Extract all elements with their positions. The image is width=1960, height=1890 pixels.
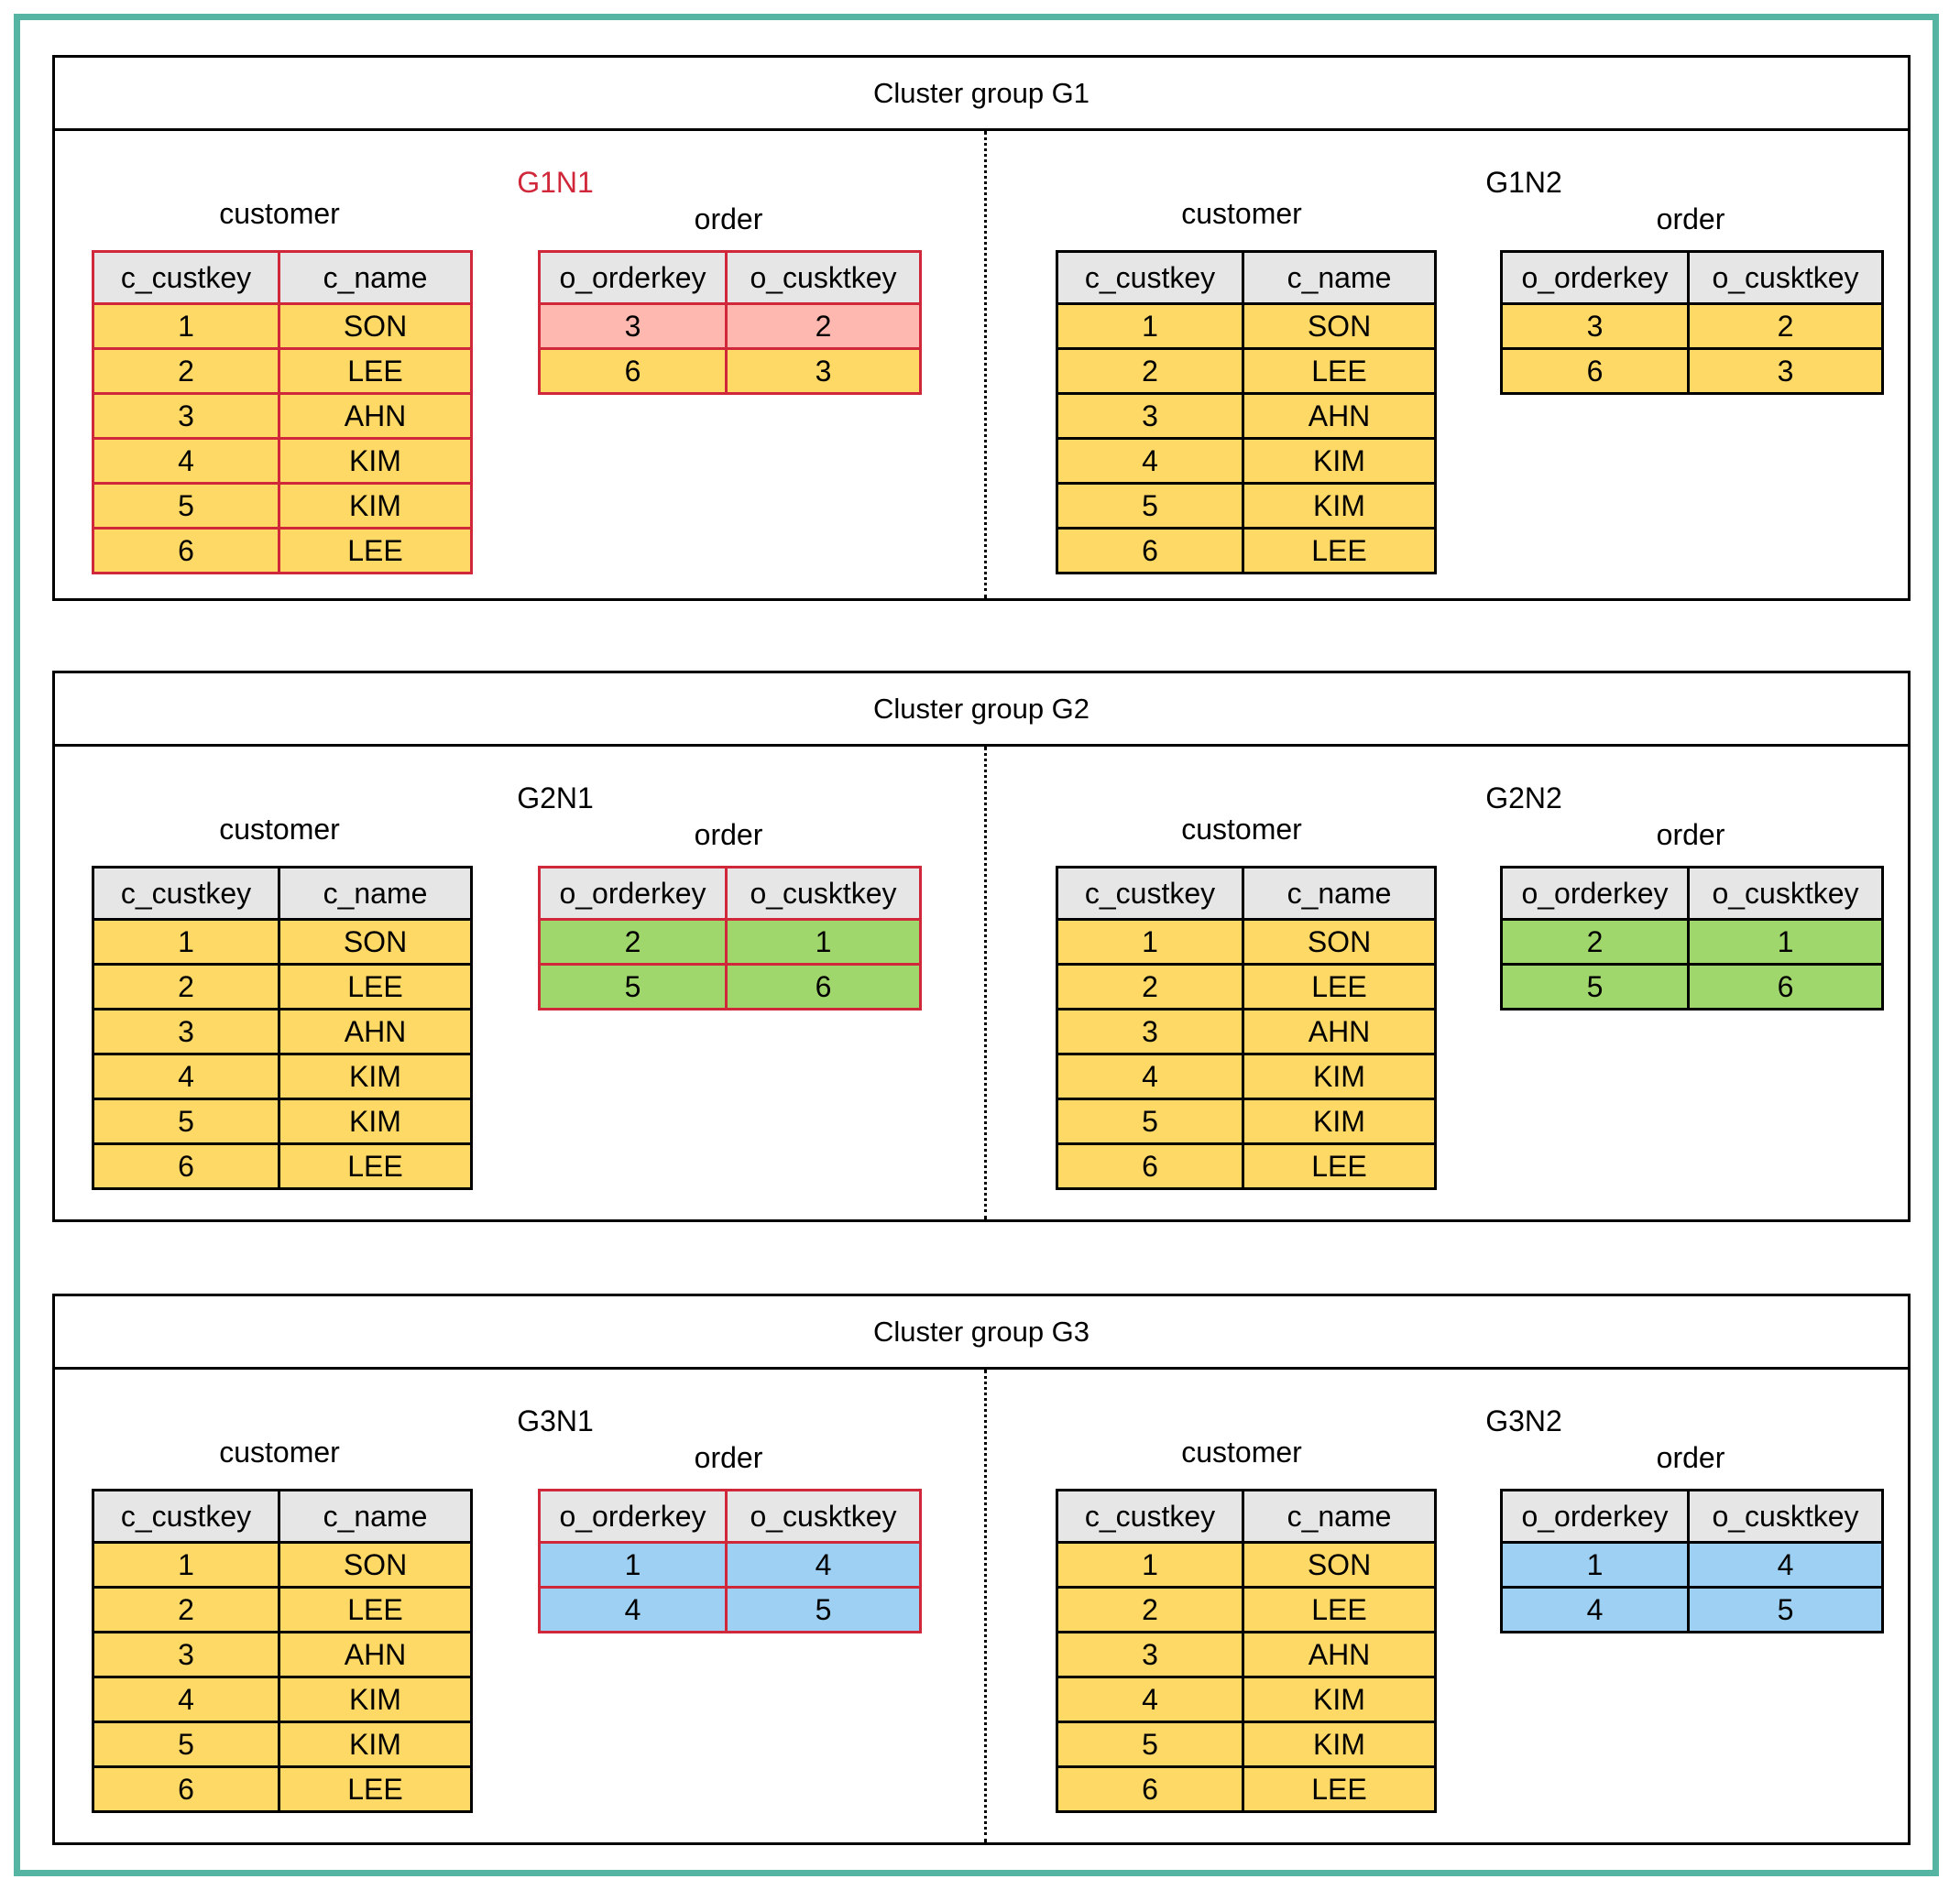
table-cell: 2 [1689,304,1883,349]
customer-table [92,866,473,1190]
table-cell: 5 [1502,965,1689,1010]
customer-table [1056,1489,1437,1813]
column-header: c_name [1243,868,1436,920]
table-cell: 5 [1057,1722,1243,1767]
table-cell: 4 [1057,1677,1243,1722]
table-row [1057,529,1436,574]
table-row [1057,1633,1436,1677]
cluster-group-title: Cluster group G2 [55,673,1908,747]
table-cell: 3 [93,394,279,439]
table-cell: 5 [93,1722,279,1767]
node-divider [984,131,987,598]
table-cell: 4 [727,1543,921,1588]
table-cell: 4 [93,1677,279,1722]
table-cell: 5 [93,484,279,529]
column-header: o_orderkey [1502,868,1689,920]
column-header: o_cusktkey [727,1491,921,1543]
column-header: c_custkey [1057,1491,1243,1543]
column-header: o_orderkey [540,252,727,304]
table-cell: 3 [1057,1010,1243,1054]
table-cell: 5 [1689,1588,1883,1633]
table-cell: 5 [1057,1099,1243,1144]
table-cell: 3 [93,1010,279,1054]
column-header: c_custkey [1057,868,1243,920]
table-cell: 3 [540,304,727,349]
table-cell: KIM [279,439,472,484]
table-cell: KIM [279,1722,472,1767]
order-table-title: order [694,818,763,851]
table-row [93,394,472,439]
customer-table-title: customer [1181,813,1302,846]
table-cell: 1 [93,920,279,965]
column-header: c_custkey [1057,252,1243,304]
table-row [93,1543,472,1588]
order-table [538,866,922,1011]
column-header: c_custkey [93,1491,279,1543]
table-cell: SON [279,1543,472,1588]
table-cell: 6 [1057,529,1243,574]
customer-table [92,250,473,574]
table-cell: 2 [93,1588,279,1633]
table-cell: 6 [727,965,921,1010]
table-cell: LEE [1243,1144,1436,1189]
table-cell: 3 [727,349,921,394]
table-row [1502,304,1883,349]
order-table-title: order [1656,1441,1725,1474]
table-cell: 4 [540,1588,727,1633]
column-header: c_name [279,1491,472,1543]
table-cell: SON [1243,304,1436,349]
cluster-group-title: Cluster group G1 [55,58,1908,131]
column-header: o_orderkey [540,1491,727,1543]
node-label: G1N1 [517,166,594,199]
table-row [93,1767,472,1812]
table-cell: KIM [279,1677,472,1722]
table-cell: LEE [1243,965,1436,1010]
node-divider [984,747,987,1219]
table-row [93,1633,472,1677]
table-row [1502,965,1883,1010]
node-label: G3N1 [517,1404,594,1437]
table-row [93,1677,472,1722]
table-header-row [540,252,921,304]
column-header: o_cusktkey [727,868,921,920]
table-row [93,1054,472,1099]
table-cell: KIM [1243,484,1436,529]
customer-table-title: customer [219,813,340,846]
table-cell: 3 [93,1633,279,1677]
table-row [93,1099,472,1144]
node-label: G2N2 [1485,781,1562,814]
table-cell: 4 [1057,1054,1243,1099]
customer-table [1056,866,1437,1190]
table-cell: 1 [727,920,921,965]
table-row [93,349,472,394]
table-row [93,1588,472,1633]
table-row [1057,349,1436,394]
table-cell: 2 [540,920,727,965]
table-cell: 6 [1689,965,1883,1010]
table-cell: KIM [279,1054,472,1099]
column-header: o_orderkey [1502,252,1689,304]
table-cell: 6 [93,1767,279,1812]
customer-table-title: customer [1181,197,1302,230]
table-cell: LEE [1243,529,1436,574]
table-header-row [93,1491,472,1543]
table-header-row [1057,868,1436,920]
table-row [540,349,921,394]
table-cell: KIM [1243,1677,1436,1722]
order-table-title: order [694,1441,763,1474]
cluster-group [52,55,1911,601]
table-row [93,965,472,1010]
column-header: c_custkey [93,252,279,304]
column-header: o_orderkey [1502,1491,1689,1543]
table-cell: 3 [1057,1633,1243,1677]
table-cell: 5 [1057,484,1243,529]
order-table-title: order [694,202,763,235]
table-row [540,304,921,349]
table-row [1057,965,1436,1010]
table-row [540,1543,921,1588]
column-header: c_custkey [93,868,279,920]
table-cell: LEE [1243,1588,1436,1633]
table-cell: 4 [1057,439,1243,484]
table-cell: 5 [727,1588,921,1633]
column-header: o_orderkey [540,868,727,920]
table-row [93,1144,472,1189]
table-row [1057,1767,1436,1812]
column-header: o_cusktkey [727,252,921,304]
table-row [1057,1144,1436,1189]
table-cell: SON [279,920,472,965]
table-cell: 6 [1502,349,1689,394]
table-cell: 4 [1502,1588,1689,1633]
table-cell: SON [279,304,472,349]
table-row [1502,1588,1883,1633]
table-header-row [93,252,472,304]
table-cell: LEE [279,349,472,394]
order-table [1500,1489,1884,1633]
customer-table-title: customer [219,197,340,230]
table-row [93,439,472,484]
table-cell: 2 [1057,349,1243,394]
table-cell: AHN [1243,394,1436,439]
table-header-row [540,1491,921,1543]
table-cell: 1 [1057,1543,1243,1588]
table-cell: 1 [1057,304,1243,349]
node-divider [984,1370,987,1842]
table-cell: AHN [1243,1633,1436,1677]
table-cell: 6 [1057,1767,1243,1812]
table-cell: 1 [540,1543,727,1588]
table-row [1057,394,1436,439]
table-row [1057,920,1436,965]
table-cell: 5 [93,1099,279,1144]
table-header-row [1057,1491,1436,1543]
table-row [1057,1099,1436,1144]
table-cell: 2 [93,965,279,1010]
table-row [1057,484,1436,529]
table-cell: 3 [1689,349,1883,394]
table-header-row [540,868,921,920]
table-cell: 1 [1057,920,1243,965]
table-cell: 3 [1057,394,1243,439]
table-cell: KIM [1243,1722,1436,1767]
column-header: c_name [1243,1491,1436,1543]
table-row [93,1722,472,1767]
table-row [93,484,472,529]
node-label: G2N1 [517,781,594,814]
customer-table [92,1489,473,1813]
table-cell: KIM [279,484,472,529]
table-cell: 4 [93,1054,279,1099]
table-cell: KIM [1243,1054,1436,1099]
table-row [1057,1588,1436,1633]
table-row [540,1588,921,1633]
table-cell: 1 [1689,920,1883,965]
table-cell: 6 [540,349,727,394]
order-table-title: order [1656,202,1725,235]
table-cell: 6 [93,1144,279,1189]
order-table [1500,250,1884,395]
cluster-group [52,1294,1911,1845]
table-cell: KIM [1243,1099,1436,1144]
table-cell: 1 [93,304,279,349]
table-cell: LEE [279,529,472,574]
column-header: o_cusktkey [1689,252,1883,304]
table-cell: LEE [1243,349,1436,394]
table-header-row [1057,252,1436,304]
table-row [1057,1677,1436,1722]
table-header-row [93,868,472,920]
table-cell: LEE [279,1144,472,1189]
table-cell: AHN [279,1633,472,1677]
table-cell: 5 [540,965,727,1010]
table-cell: LEE [279,965,472,1010]
table-cell: 4 [93,439,279,484]
table-header-row [1502,868,1883,920]
table-row [93,1010,472,1054]
table-row [1057,304,1436,349]
table-cell: SON [1243,1543,1436,1588]
cluster-group-title: Cluster group G3 [55,1296,1908,1370]
customer-table [1056,250,1437,574]
table-row [540,965,921,1010]
order-table-title: order [1656,818,1725,851]
table-row [1057,1054,1436,1099]
customer-table-title: customer [1181,1436,1302,1469]
table-row [93,920,472,965]
node-label: G3N2 [1485,1404,1562,1437]
table-cell: AHN [279,1010,472,1054]
table-cell: 2 [1057,965,1243,1010]
table-cell: AHN [279,394,472,439]
customer-table-title: customer [219,1436,340,1469]
table-cell: LEE [279,1767,472,1812]
column-header: o_cusktkey [1689,1491,1883,1543]
table-cell: 6 [1057,1144,1243,1189]
table-cell: LEE [279,1588,472,1633]
table-row [1057,439,1436,484]
table-row [1502,1543,1883,1588]
node-label: G1N2 [1485,166,1562,199]
column-header: o_cusktkey [1689,868,1883,920]
table-cell: KIM [279,1099,472,1144]
table-cell: 2 [727,304,921,349]
table-cell: 1 [1502,1543,1689,1588]
table-row [1057,1543,1436,1588]
table-row [540,920,921,965]
column-header: c_name [279,868,472,920]
table-cell: 4 [1689,1543,1883,1588]
column-header: c_name [279,252,472,304]
table-cell: KIM [1243,439,1436,484]
table-row [93,529,472,574]
table-cell: LEE [1243,1767,1436,1812]
order-table [538,1489,922,1633]
table-cell: SON [1243,920,1436,965]
table-row [1502,920,1883,965]
table-header-row [1502,252,1883,304]
table-header-row [1502,1491,1883,1543]
table-cell: 2 [1057,1588,1243,1633]
table-row [1502,349,1883,394]
table-row [1057,1010,1436,1054]
table-cell: 2 [1502,920,1689,965]
table-cell: 6 [93,529,279,574]
cluster-group [52,671,1911,1222]
table-cell: AHN [1243,1010,1436,1054]
table-row [1057,1722,1436,1767]
table-cell: 2 [93,349,279,394]
table-cell: 1 [93,1543,279,1588]
table-cell: 3 [1502,304,1689,349]
order-table [1500,866,1884,1011]
order-table [538,250,922,395]
column-header: c_name [1243,252,1436,304]
table-row [93,304,472,349]
